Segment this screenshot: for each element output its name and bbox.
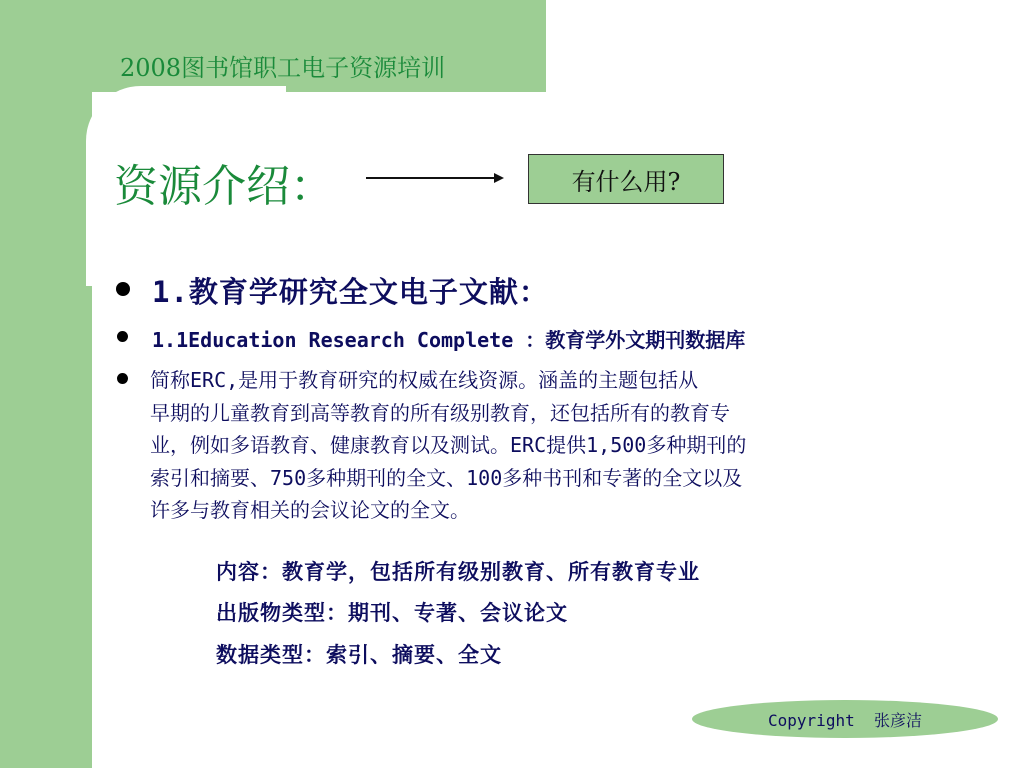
bullet-heading-2: 1.1Education Research Complete ：教育学外文期刊数据库 [152,328,746,352]
description-line: 简称ERC,是用于教育研究的权威在线资源。涵盖的主题包括从 [150,368,699,392]
bullet-icon [116,282,130,296]
section-title: 资源介绍： [114,161,334,212]
bullet-icon [117,373,128,384]
description-line: 业，例如多语教育、健康教育以及测试。ERC提供1,500多种期刊的 [150,433,747,457]
detail-publication-type: 出版物类型：期刊、专著、会议论文 [216,601,568,625]
callout-box [528,154,724,204]
erc-description [150,364,980,527]
copyright-text: Copyright 张彦洁 [768,710,922,730]
bullet-heading-1: 1.教育学研究全文电子文献： [152,275,549,309]
description-line: 早期的儿童教育到高等教育的所有级别教育，还包括所有的教育专 [150,400,730,425]
right-arrow-icon [366,168,506,188]
description-line: 许多与教育相关的会议论文的全文。 [150,498,470,522]
bullet-icon [117,331,128,342]
detail-content: 内容：教育学，包括所有级别教育、所有教育专业 [216,560,700,584]
detail-data-type: 数据类型：索引、摘要、全文 [216,643,502,667]
description-line: 索引和摘要、750多种期刊的全文、100多种书刊和专著的全文以及 [150,465,743,490]
slide-header-title: 2008图书馆职工电子资源培训 [120,54,446,82]
callout-text: 有什么用? [571,167,681,196]
left-band [0,0,92,768]
copyright-badge [692,700,998,738]
